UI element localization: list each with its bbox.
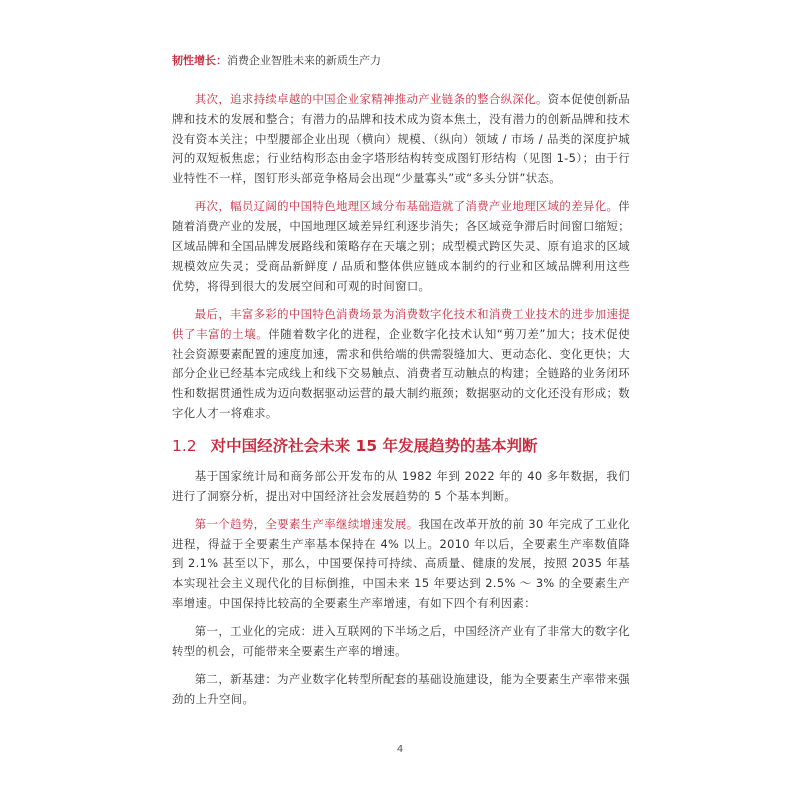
paragraph-factor-one	[172, 622, 630, 662]
header-book-title: 韧性增长：	[172, 54, 227, 67]
paragraph-highlight: 其次，追求持续卓越的中国企业家精神推动产业链条的整合纵深化。	[194, 92, 548, 106]
section-title: 对中国经济社会未来 15 年发展趋势的基本判断	[210, 436, 538, 455]
running-header	[172, 54, 381, 68]
paragraph-text: 伴随着消费产业的发展，中国地理区域差异红利逐步消失；各区域竞争滞后时间窗口缩短；区域品牌和全国品牌发展路线和策略存在天壤之别；成型模式跨区失灵、原有追求的区域规模效应失灵；受商品新鲜度 / 品质和整体供应链成本制约的行业和区域品牌利用这些优势，将得到很大的发展空间和可观的时间窗口。	[172, 199, 630, 293]
paragraph-text: 资本促使创新品牌和技术的发展和整合；有潜力的品牌和技术成为资本焦土，没有潜力的创新品牌和技术没有资本关注；中型腰部企业出现（横向）规模、（纵向）领域 / 市场 / 品类的深度护城河的双短板焦虑；行业结构形态由金字塔形结构转变成图钉形结构（见图 1-5）；由于行业特性不一样，图钉形头部竞争格局会出现“少量寡头”或“多头分饼”状态。	[172, 92, 630, 186]
paragraph-intro	[172, 467, 630, 507]
paragraph-text: 我国在改革开放的前 30 年完成了工业化进程，得益于全要素生产率基本保持在 4% 以上。2010 年以后，全要素生产率数值降到 2.1% 甚至以下，那么，中国要保持可持续、高质量、健康的发展，按照 2035 年基本实现社会主义现代化的目标倒推，中国未来 15 年要达到 2.5% ～ 3% 的全要素生产率增速。中国保持比较高的全要素生产率增速，有如下四个有利因素：	[172, 516, 630, 611]
section-number: 1.2	[172, 436, 197, 455]
page-number: 4	[396, 744, 404, 755]
paragraph-factor-two	[172, 670, 630, 710]
paragraph-text: 基于国家统计局和商务部公开发布的从 1982 年到 2022 年的 40 多年数据，我们进行了洞察分析，提出对中国经济社会发展趋势的 5 个基本判断。	[172, 468, 630, 503]
paragraph-text: 第二，新基建：为产业数字化转型所配套的基础设施建设，能为全要素生产率带来强劲的上升空间。	[172, 672, 630, 707]
paragraph-highlight: 最后，丰富多彩的中国特色消费场景为消费数字化技术和消费工业技术的进步加速提供了丰富的土壤。	[172, 306, 630, 341]
body-content	[172, 90, 630, 719]
paragraph-highlight: 再次，幅员辽阔的中国特色地理区域分布基础造就了消费产业地理区域的差异化。	[194, 199, 619, 214]
paragraph-last-point	[172, 305, 630, 424]
paragraph-first-trend	[172, 515, 630, 614]
paragraph-second-point	[172, 90, 630, 189]
section-heading	[172, 434, 630, 458]
paragraph-text: 第一，工业化的完成：进入互联网的下半场之后，中国经济产业有了非常大的数字化转型的机会，可能带来全要素生产率的增速。	[172, 624, 630, 659]
header-subtitle: 消费企业智胜未来的新质生产力	[227, 54, 381, 67]
paragraph-third-point	[172, 197, 630, 296]
paragraph-highlight: 第一个趋势，全要素生产率继续增速发展。	[194, 516, 419, 531]
paragraph-text: 伴随着数字化的进程，企业数字化技术认知“剪刀差”加大；技术促使社会资源要素配置的速度加速，需求和供给端的供需裂缝加大、更动态化、变化更快；大部分企业已经基本完成线上和线下交易触点、消费者互动触点的构建；全链路的业务闭环性和数据贯通性成为迈向数据驱动运营的最大制约瓶颈；数据驱动的文化还没有形成；数字化人才一将难求。	[172, 326, 630, 420]
